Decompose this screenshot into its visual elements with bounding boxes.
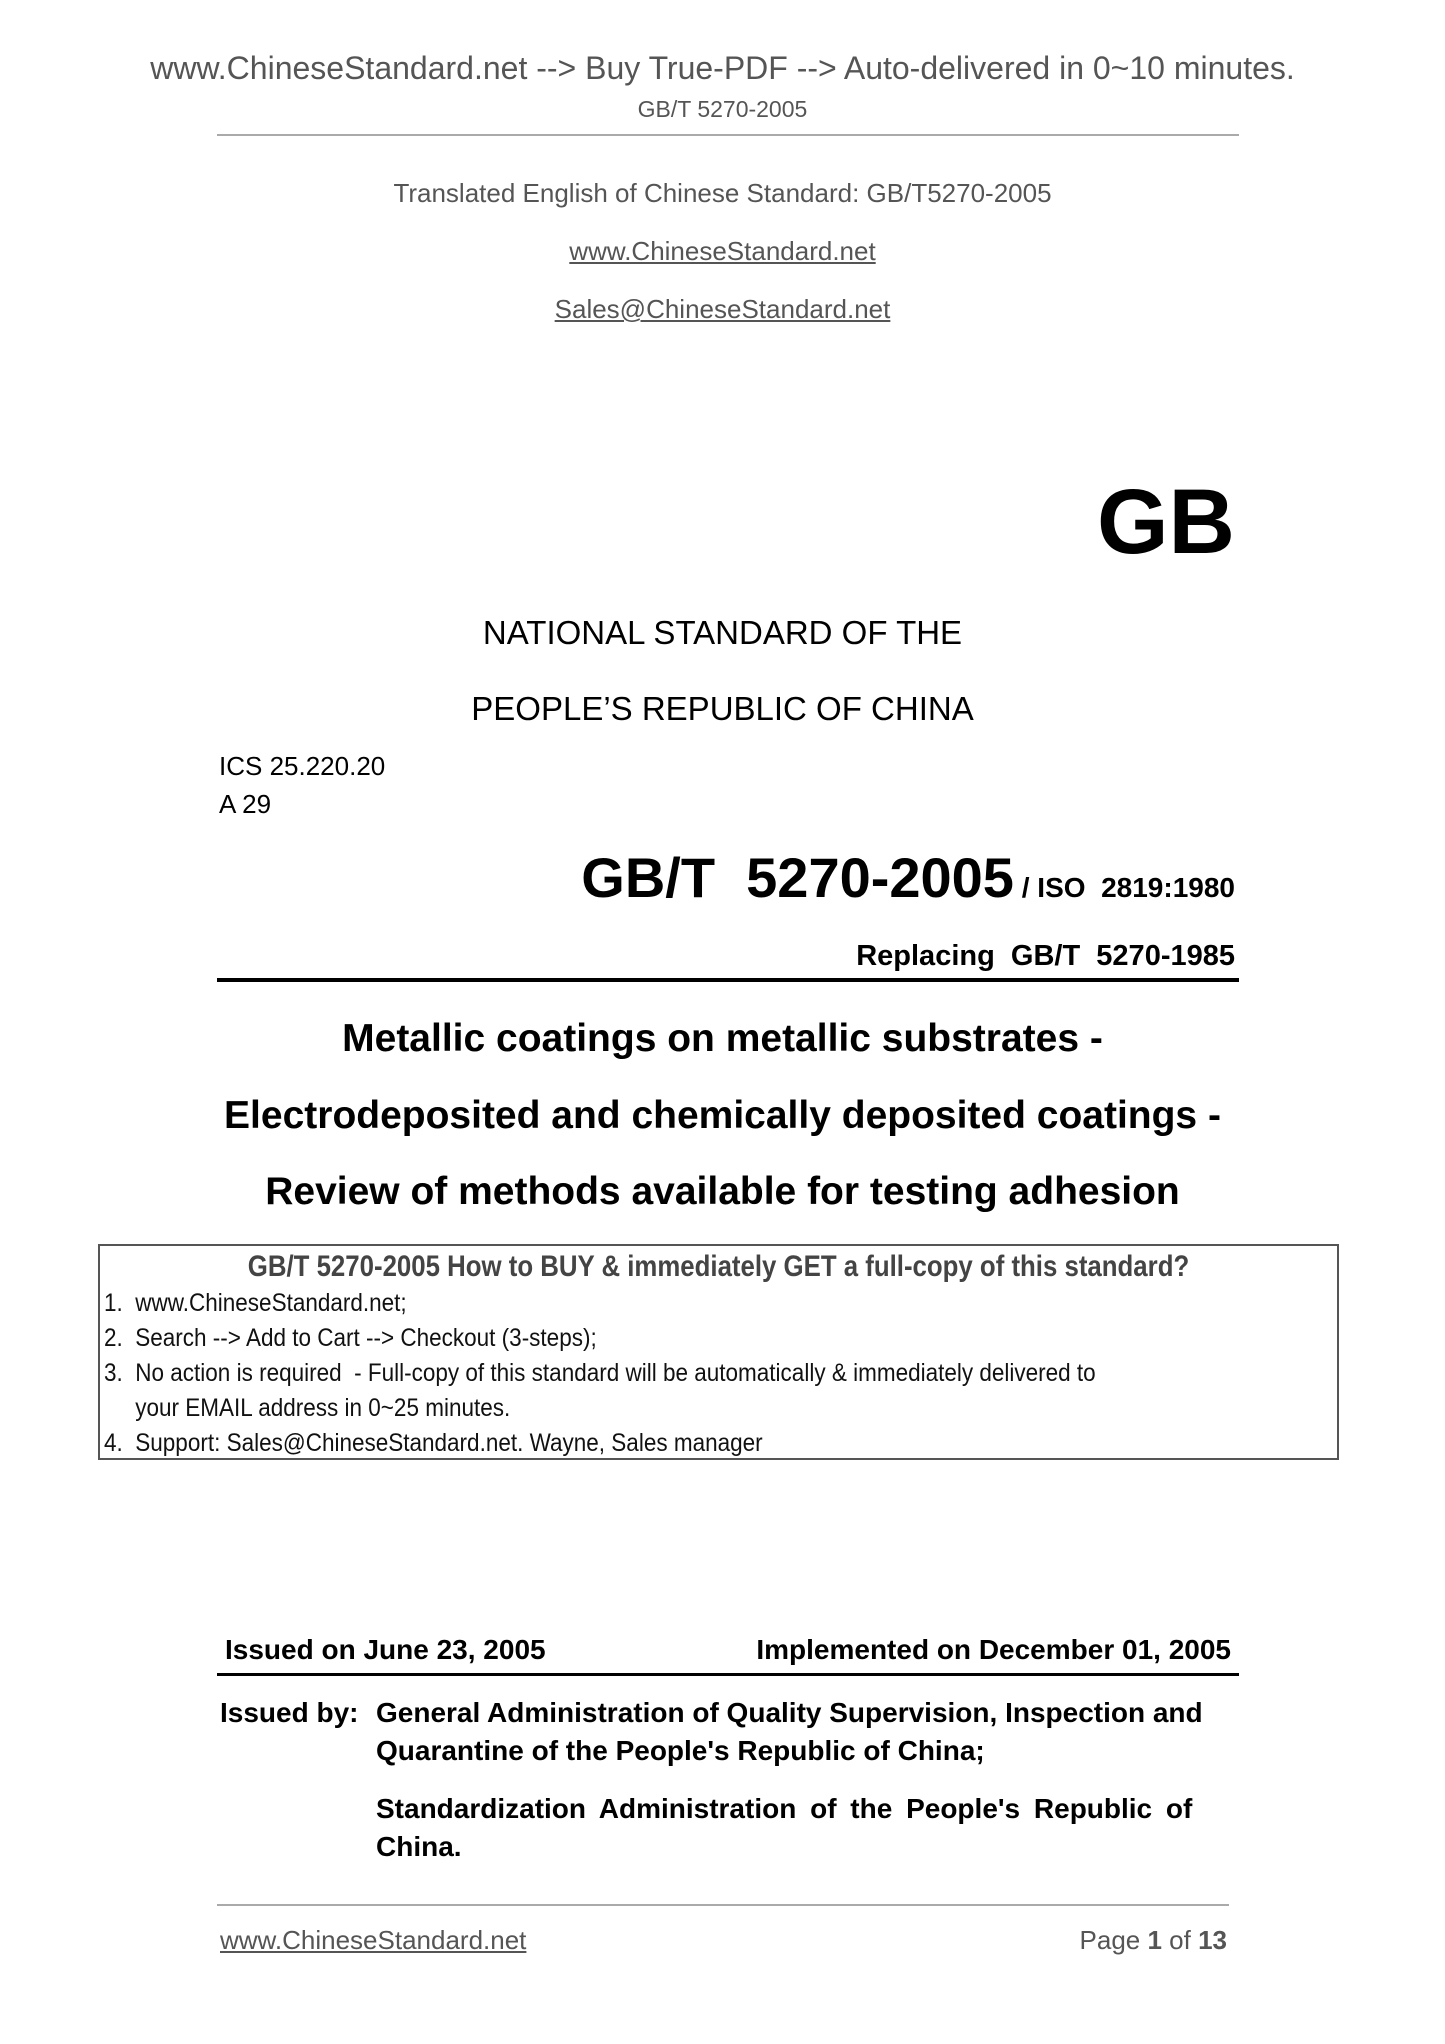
page-number: 1 <box>1147 1925 1162 1955</box>
header-divider <box>217 134 1239 136</box>
sales-link[interactable]: Sales@ChineseStandard.net <box>554 294 891 324</box>
title-divider <box>217 978 1239 982</box>
issue-divider <box>217 1673 1239 1676</box>
implemented-on: Implemented on December 01, 2005 <box>756 1634 1231 1665</box>
title-line-2: Electrodeposited and chemically deposited coatings - <box>224 1094 1221 1137</box>
issued-by-line: Standardization Administration of the People's Republic of <box>376 1793 1193 1824</box>
buy-step: your EMAIL address in 0~25 minutes. <box>104 1394 511 1422</box>
title-line-3: Review of methods available for testing adhesion <box>265 1170 1180 1213</box>
running-header: GB/T 5270-2005 <box>637 96 808 122</box>
issued-by-line: China. <box>376 1831 462 1862</box>
site-link[interactable]: www.ChineseStandard.net <box>569 236 876 266</box>
standard-number <box>581 846 1235 925</box>
watermark-banner: www.ChineseStandard.net --> Buy True-PDF --> Auto-delivered in 0~10 minutes. <box>150 50 1295 86</box>
translated-line: Translated English of Chinese Standard: GB/T5270-2005 <box>393 178 1052 208</box>
issued-by-line: General Administration of Quality Supervision, Inspection and <box>376 1697 1203 1728</box>
page-total: 13 <box>1198 1925 1227 1955</box>
buy-info-box <box>98 1244 1339 1460</box>
class-code: A 29 <box>219 789 272 819</box>
page-indicator <box>1080 1926 1227 1956</box>
std-number: GB/T 5270-2005 <box>581 846 1014 909</box>
issued-by-label: Issued by: <box>220 1697 359 1728</box>
ics-code: ICS 25.220.20 <box>219 751 386 781</box>
national-line-2: PEOPLE’S REPUBLIC OF CHINA <box>471 690 974 727</box>
page-of: of <box>1161 1925 1199 1955</box>
replacing: Replacing GB/T 5270-1985 <box>856 940 1235 972</box>
gb-mark: GB <box>1097 471 1235 573</box>
buy-step: 1. www.ChineseStandard.net; <box>104 1289 407 1317</box>
footer-site-link[interactable]: www.ChineseStandard.net <box>220 1925 527 1955</box>
buy-box-heading: GB/T 5270-2005 How to BUY & immediately GET a full-copy of this standard? <box>247 1250 1190 1283</box>
buy-step: 3. No action is required - Full-copy of this standard will be automatically & immediately delivered to <box>104 1359 1096 1387</box>
title-line-1: Metallic coatings on metallic substrates - <box>342 1017 1103 1060</box>
issued-by-line: Quarantine of the People's Republic of China; <box>376 1735 985 1766</box>
issued-on: Issued on June 23, 2005 <box>225 1634 546 1665</box>
buy-step: 2. Search --> Add to Cart --> Checkout (3-steps); <box>104 1324 597 1352</box>
std-equivalent: / ISO 2819:1980 <box>1013 872 1235 903</box>
page-prefix: Page <box>1079 1925 1148 1955</box>
national-line-1: NATIONAL STANDARD OF THE <box>482 614 963 651</box>
buy-step: 4. Support: Sales@ChineseStandard.net. Wayne, Sales manager <box>104 1429 763 1457</box>
footer-divider <box>217 1904 1229 1906</box>
